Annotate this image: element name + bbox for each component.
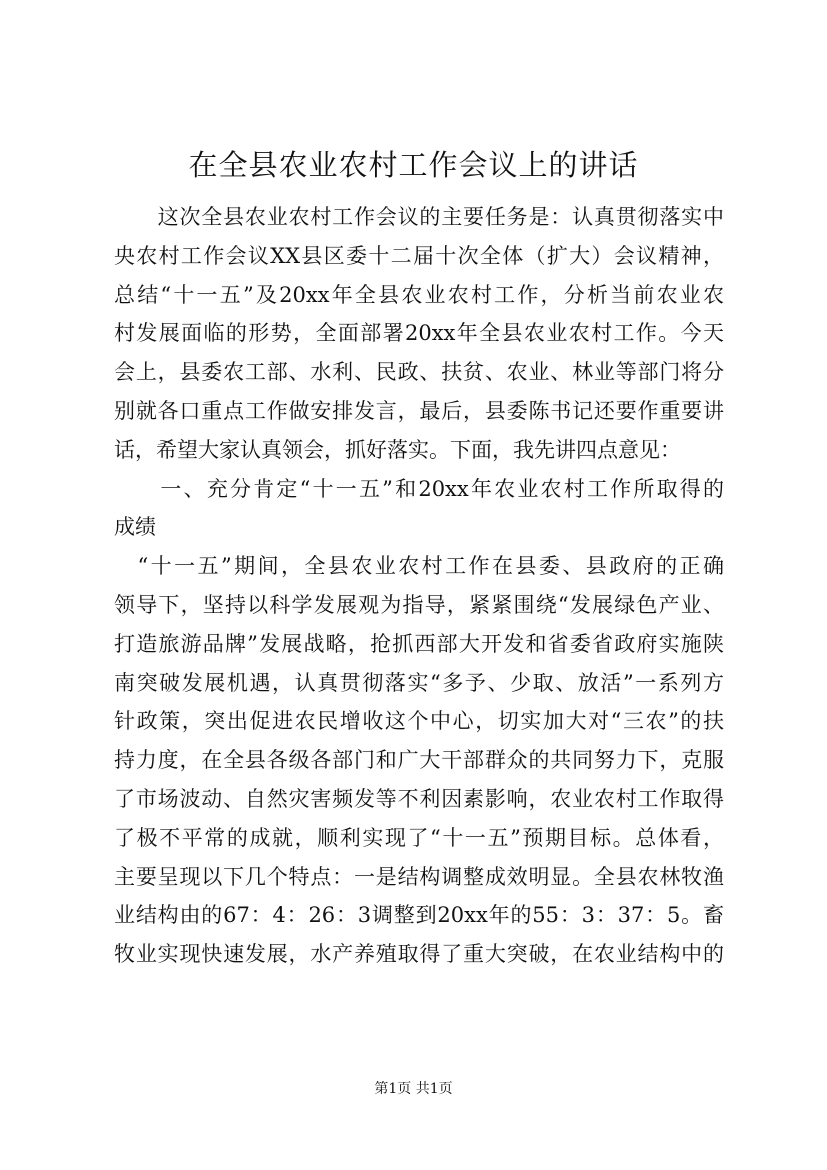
paragraph-line: 别就各口重点工作做安排发言，最后，县委陈书记还要作重要讲 — [114, 398, 724, 423]
paragraph-line: 了市场波动、自然灾害频发等不利因素影响，农业农村工作取得 — [114, 786, 724, 811]
paragraph-line: 话，希望大家认真领会，抓好落实。下面，我先讲四点意见： — [114, 437, 681, 462]
paragraph-line: 主要呈现以下几个特点：一是结构调整成效明显。全县农林牧渔 — [114, 864, 724, 889]
paragraph-line: 央农村工作会议XX县区委十二届十次全体（扩大）会议精神， — [114, 243, 724, 268]
paragraph-line: 这次全县农业农村工作会议的主要任务是：认真贯彻落实中 — [114, 205, 724, 229]
paragraph-line: 打造旅游品牌”发展战略，抢抓西部大开发和省委省政府实施陕 — [114, 631, 724, 656]
section-heading-line: 一、充分肯定“十一五”和20xx年农业农村工作所取得的 — [114, 476, 724, 501]
paragraph-line: 南突破发展机遇，认真贯彻落实“多予、少取、放活”一系列方 — [114, 670, 724, 695]
paragraph-line: 业结构由的67：4：26：3调整到20xx年的55：3：37：5。畜 — [114, 903, 724, 928]
paragraph-line: 了极不平常的成就，顺利实现了“十一五”预期目标。总体看， — [114, 825, 724, 850]
page-footer: 第1页 共1页 — [374, 1081, 453, 1097]
document-title: 在全县农业农村工作会议上的讲话 — [188, 148, 639, 182]
paragraph-line: 持力度，在全县各级各部门和广大干部群众的共同努力下，克服 — [114, 748, 724, 773]
paragraph-line: 领导下，坚持以科学发展观为指导，紧紧围绕“发展绿色产业、 — [114, 592, 724, 617]
paragraph-line: “十一五”期间，全县农业农村工作在县委、县政府的正确 — [114, 554, 724, 579]
paragraph-line: 会上，县委农工部、水利、民政、扶贫、农业、林业等部门将分 — [114, 360, 724, 385]
paragraph-line: 总结“十一五”及20xx年全县农业农村工作，分析当前农业农 — [114, 282, 724, 307]
document-body — [114, 198, 724, 974]
paragraph-line: 针政策，突出促进农民增收这个中心，切实加大对“三农”的扶 — [114, 709, 724, 734]
paragraph-line: 牧业实现快速发展，水产养殖取得了重大突破，在农业结构中的 — [114, 942, 724, 967]
paragraph-line: 村发展面临的形势，全面部署20xx年全县农业农村工作。今天 — [114, 321, 724, 346]
section-heading-line: 成绩 — [114, 515, 156, 540]
